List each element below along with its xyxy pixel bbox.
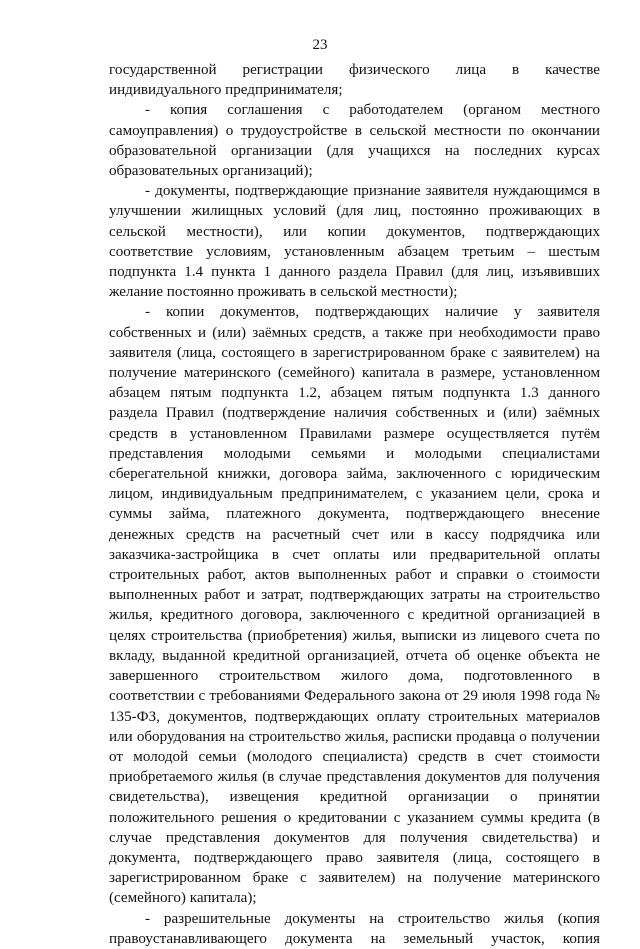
page-number: 23: [312, 37, 328, 53]
paragraph-continuation: государственной регистрации физического лица в качестве индивидуального предпринимателя;: [109, 62, 600, 99]
paragraph-own-funds-documents: - копии документов, подтверждающих наличие у заявителя собственных и (или) заёмных средств, а также при необходимости право заявителя (лица, состоящего в зарегистрированном браке с заявителем) на получение материнского (семейного) капитала в размере, установленном абзацем пятым подпункта 1.2, абзацем пятым подпункта 1.3 данного раздела Правил (подтверждение наличия собственных и (или) заёмных средств в установленном Правилами размере осуществляется путём представления молодыми семьями и молодыми специалистами сберегательной книжки, договора займа, заключенного с юридическим лицом, индивидуальным предпринимателем, с указанием цели, срока и суммы займа, платежного документа, подтверждающего внесение денежных средств на расчетный счет или в кассу подрядчика или заказчика-застройщика в счет оплаты или предварительной оплаты строительных работ, актов выполненных работ и справки о стоимости выполненных работ и затрат, подтверждающих затраты на строительство жилья, кредитного договора, заключенного с кредитной организацией в целях строительства (приобретения) жилья, выписки из лицевого счета по вкладу, выданной кредитной организацией, отчета об оценке объекта не завершенного строительством жилого дома, подготовленного в соответствии с требованиями Федерального закона от 29 июля 1998 года № 135-ФЗ, документов, подтверждающих оплату строительных материалов или оборудования на строительство жилья, расписки продавца о получении от молодой семьи (молодого специалиста) средств в счет стоимости приобретаемого жилья (в случае представления документов для получения свидетельства), извещения кредитной организации о принятии положительного решения о кредитовании с указанием суммы кредита (в случае представления документов для получения свидетельства) и документа, подтверждающего право заявителя (лица, состоящего в зарегистрированном браке с заявителем) на получение материнского (семейного) капитала);: [109, 304, 600, 907]
paragraph-permit-documents: - разрешительные документы на строительство жилья (копия правоустанавливающего документа на земельный участок, копия: [109, 910, 600, 947]
paragraph-agreement-copy: - копия соглашения с работодателем (органом местного самоуправления) о трудоустройстве в сельской местности по окончании образовательной организации (для учащихся на последних курсах образовательных организаций);: [109, 102, 600, 180]
document-body: [109, 60, 600, 949]
paragraph-housing-need-documents: - документы, подтверждающие признание заявителя нуждающимся в улучшении жилищных условий (для лиц, постоянно проживающих в сельской местности), или копии документов, подтверждающих соответствие условиям, установленным абзацем третьим – шестым подпункта 1.4 пункта 1 данного раздела Правил (для лиц, изъявивших желание постоянно проживать в сельской местности);: [109, 183, 600, 301]
